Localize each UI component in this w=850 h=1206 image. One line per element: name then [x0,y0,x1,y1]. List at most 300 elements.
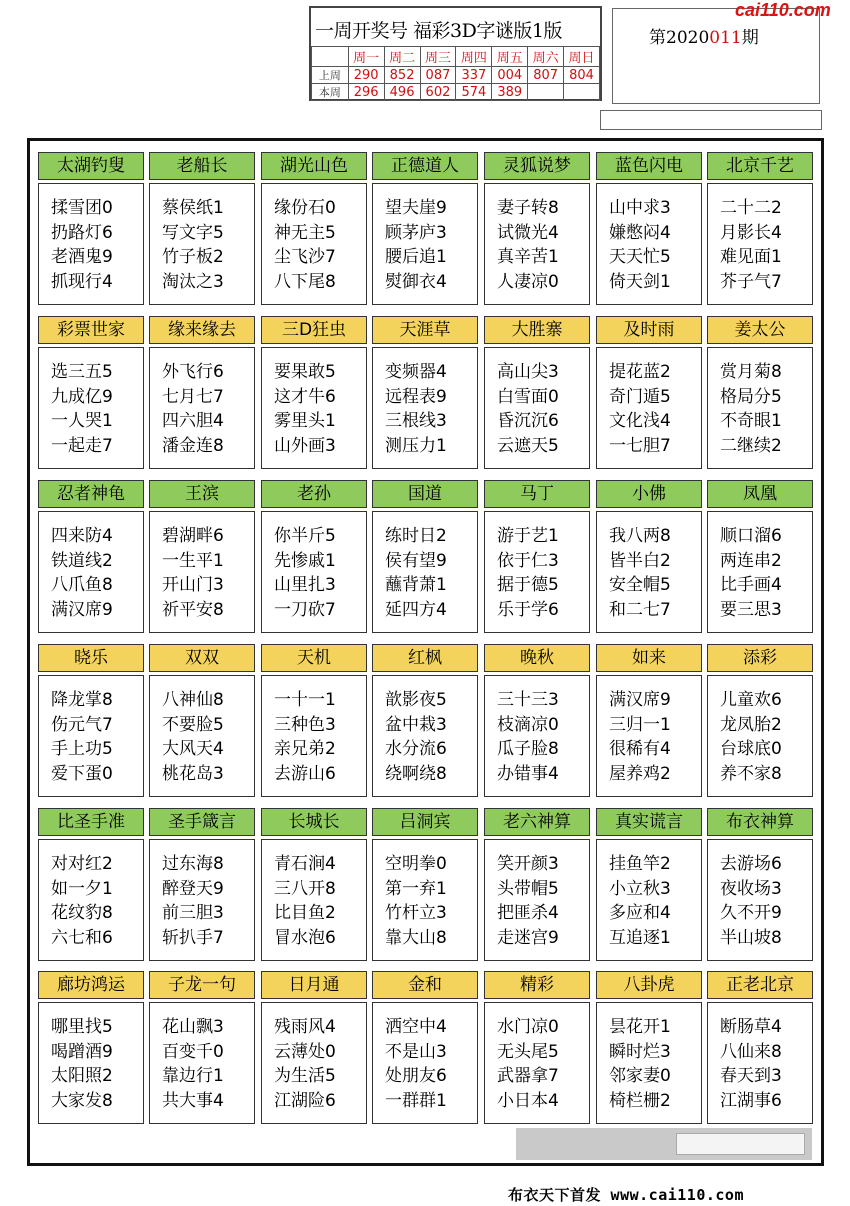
draw-results-table [311,46,600,101]
riddle-clue: 挂鱼竿2 [609,854,671,874]
riddle-clue: 提花蓝2 [609,362,671,382]
riddle-clue: 要果敢5 [274,362,336,382]
riddle-clue: 瓜子脸8 [497,739,559,759]
riddle-card [149,316,255,469]
weekday-label: 周四 [456,47,492,67]
riddle-clue: 两连串2 [720,550,782,571]
riddle-clue: 测压力1 [385,435,447,456]
riddle-clue: 大风天4 [162,739,224,759]
riddle-card-title: 红枫 [372,644,478,672]
riddle-clue: 枝滴凉0 [497,714,559,735]
riddle-card-title: 正德道人 [372,152,478,180]
draw-results-panel [309,6,602,101]
riddle-clue: 和二七7 [609,599,671,620]
riddle-card [372,971,478,1124]
weekday-header-row [312,47,600,67]
riddle-clue: 山里扎3 [274,575,336,595]
riddle-card [372,152,478,305]
riddle-card [149,808,255,961]
riddle-clue: 很稀有4 [609,739,671,759]
riddle-card-body [484,347,590,469]
riddle-clue: 降龙掌8 [51,690,113,710]
riddle-clue: 先惨戚1 [274,550,336,571]
riddle-card [707,152,813,305]
riddle-card-title: 小佛 [596,480,702,508]
riddle-card-body [372,183,478,305]
riddle-card-body [484,183,590,305]
riddle-clue: 太阳照2 [51,1066,113,1086]
riddle-clue: 喝蹭酒9 [51,1041,113,1062]
riddle-card [372,480,478,633]
draw-number: 290 [348,67,384,84]
riddle-clue: 一十一1 [274,690,336,710]
riddle-clue: 八下尾8 [274,271,336,292]
riddle-card-title: 双双 [149,644,255,672]
riddle-clue: 水分流6 [385,739,447,759]
riddle-clue: 竹子板2 [162,247,224,267]
riddle-card [596,152,702,305]
riddle-card-title: 及时雨 [596,316,702,344]
riddle-card-title: 圣手箴言 [149,808,255,836]
riddle-clue: 比目鱼2 [274,903,336,923]
riddle-card [372,316,478,469]
riddle-clue: 绕啊绕8 [385,763,447,784]
riddle-clue: 青石涧4 [274,854,336,874]
riddle-clue: 你半斤5 [274,526,336,546]
riddle-clue: 乐于学6 [497,599,559,620]
riddle-card-title: 如来 [596,644,702,672]
riddle-card [149,644,255,797]
riddle-clue: 过东海8 [162,854,224,874]
riddle-clue: 为生活5 [274,1066,336,1086]
riddle-clue: 一七胆7 [609,435,671,456]
riddle-clue: 儿童欢6 [720,690,782,710]
riddle-clue: 一刀砍7 [274,599,336,620]
riddle-card [484,644,590,797]
riddle-clue: 月影长4 [720,222,782,243]
riddle-clue: 比手画4 [720,575,782,595]
riddle-card-body [596,839,702,961]
row-label: 上周 [312,67,349,84]
riddle-card-title: 子龙一句 [149,971,255,999]
draw-number: 337 [456,67,492,84]
draw-number [564,84,600,101]
riddle-card [38,480,144,633]
riddle-clue: 蔡侯纸1 [162,198,224,218]
riddle-clue: 醉登天9 [162,878,224,899]
draw-number: 602 [420,84,456,101]
riddle-card-title: 正老北京 [707,971,813,999]
riddle-clue: 竹杆立3 [385,903,447,923]
riddle-clue: 满汉席9 [51,599,113,620]
riddle-card-body [261,839,367,961]
riddle-clue: 不要脸5 [162,714,224,735]
riddle-card-body [372,511,478,633]
riddle-clue: 江湖险6 [274,1090,336,1111]
riddle-clue: 老酒鬼9 [51,247,113,267]
riddle-clue: 练时日2 [385,526,447,546]
riddle-card-body [596,347,702,469]
draw-number: 804 [564,67,600,84]
riddle-card [149,971,255,1124]
riddle-card-title: 廊坊鸿运 [38,971,144,999]
riddle-card-title: 真实谎言 [596,808,702,836]
riddle-card [261,480,367,633]
riddle-card-body [149,511,255,633]
riddle-card-title: 布衣神算 [707,808,813,836]
riddle-clue: 如一夕1 [51,878,113,899]
riddle-clue: 小日本4 [497,1090,559,1111]
riddle-clue: 外飞行6 [162,362,224,382]
riddle-clue: 顺口溜6 [720,526,782,546]
issue-panel [612,8,820,104]
riddle-card [707,808,813,961]
riddle-clue: 屋养鸡2 [609,763,671,784]
riddle-clue: 我八两8 [609,526,671,546]
riddle-clue: 笑开颜3 [497,854,559,874]
riddle-card-title: 大胜寨 [484,316,590,344]
riddle-card [38,971,144,1124]
riddle-clue: 第一弃1 [385,878,447,899]
weekday-label: 周二 [384,47,420,67]
riddle-clue: 高山尖3 [497,362,559,382]
riddle-card-body [707,839,813,961]
riddle-clue: 三归一1 [609,714,671,735]
riddle-clue: 春天到3 [720,1066,782,1086]
riddle-clue: 碧湖畔6 [162,526,224,546]
riddle-card-body [38,675,144,797]
ad-placeholder-inner [676,1133,805,1155]
riddle-card-body [149,183,255,305]
riddle-clue: 侯有望9 [385,550,447,571]
riddle-clue: 瞬时烂3 [609,1041,671,1062]
riddle-clue: 台球底0 [720,739,782,759]
riddle-card-title: 天涯草 [372,316,478,344]
weekday-label: 周日 [564,47,600,67]
riddle-card-body [707,1002,813,1124]
draw-number: 852 [384,67,420,84]
riddle-clue: 武器拿7 [497,1066,559,1086]
riddle-clue: 花山飘3 [162,1017,224,1037]
riddle-clue: 斩扒手7 [162,927,224,948]
riddle-card-title: 日月通 [261,971,367,999]
riddle-card [707,971,813,1124]
page-title: 一周开奖号 福彩3D字谜版1版 [315,20,562,42]
riddle-card-title: 北京千艺 [707,152,813,180]
riddle-clue: 二继续2 [720,435,782,456]
riddle-clue: 这才牛6 [274,386,336,407]
riddle-clue: 空明拳0 [385,854,447,874]
riddle-clue: 养不家8 [720,763,782,784]
riddle-card-body [707,675,813,797]
site-logo[interactable]: cai110.com [735,0,831,20]
riddle-card [596,480,702,633]
riddle-card-title: 比圣手准 [38,808,144,836]
riddle-card [596,644,702,797]
weekday-label: 周一 [348,47,384,67]
riddle-clue: 哪里找5 [51,1017,113,1037]
riddle-clue: 奇门遁5 [609,386,671,407]
riddle-clue: 依于仁3 [497,550,559,571]
riddle-card-body [261,347,367,469]
riddle-clue: 皆半白2 [609,550,671,571]
riddle-clue: 办错事4 [497,763,559,784]
riddle-clue: 歆影夜5 [385,690,447,710]
riddle-clue: 写文字5 [162,222,224,243]
riddle-clue: 水门凉0 [497,1017,559,1037]
riddle-card [261,644,367,797]
draw-number: 004 [492,67,528,84]
riddle-card-title: 姜太公 [707,316,813,344]
riddle-card [372,644,478,797]
riddle-card [484,971,590,1124]
riddle-card-body [484,511,590,633]
riddle-card [261,316,367,469]
riddle-clue: 腰后追1 [385,247,447,267]
riddle-card-title: 国道 [372,480,478,508]
riddle-clue: 难见面1 [720,247,782,267]
riddle-clue: 靠大山8 [385,927,447,948]
riddle-card-body [261,1002,367,1124]
riddle-card [596,316,702,469]
riddle-card [707,480,813,633]
draw-number: 389 [492,84,528,101]
riddle-card-body [484,839,590,961]
weekday-label: 周五 [492,47,528,67]
riddle-clue: 选三五5 [51,362,113,382]
weekday-label: 周三 [420,47,456,67]
riddle-clue: 不奇眼1 [720,411,782,431]
riddle-clue: 神无主5 [274,222,336,243]
issue-number [649,23,759,48]
riddle-clue: 不是山3 [385,1041,447,1062]
riddle-clue: 天天忙5 [609,247,671,267]
riddle-clue: 处朋友6 [385,1066,447,1086]
riddle-clue: 半山坡8 [720,927,782,948]
riddle-clue: 残雨风4 [274,1017,336,1037]
footer-url[interactable]: www.cai110.com [601,1186,744,1204]
riddle-clue: 昏沉沉6 [497,411,559,431]
riddle-clue: 花纹豹8 [51,903,113,923]
riddle-card [261,971,367,1124]
riddle-clue: 夜收场3 [720,878,782,899]
riddle-card-title: 天机 [261,644,367,672]
riddle-card-title: 长城长 [261,808,367,836]
riddle-clue: 八爪鱼8 [51,575,113,595]
riddle-clue: 试微光4 [497,222,559,243]
riddle-card-title: 凤凰 [707,480,813,508]
riddle-clue: 三根线3 [385,411,447,431]
riddle-card [596,971,702,1124]
riddle-card-title: 吕洞宾 [372,808,478,836]
riddle-clue: 邻家妻0 [609,1066,671,1086]
riddle-card-body [38,347,144,469]
riddle-card [38,316,144,469]
riddle-card-title: 缘来缘去 [149,316,255,344]
riddle-card [596,808,702,961]
riddle-clue: 七月七7 [162,386,224,407]
riddle-clue: 缘份石0 [274,198,336,218]
riddle-clue: 倚天剑1 [609,271,671,292]
riddle-card-title: 太湖钓叟 [38,152,144,180]
riddle-card-body [261,183,367,305]
riddle-clue: 盆中栽3 [385,714,447,735]
riddle-clue: 一人哭1 [51,411,113,431]
riddle-card-body [484,1002,590,1124]
riddle-clue: 百变千0 [162,1041,224,1062]
riddle-card-body [596,675,702,797]
riddle-clue: 久不开9 [720,903,782,923]
riddle-clue: 一生平1 [162,550,224,571]
riddle-clue: 熨御衣4 [385,271,447,292]
riddle-clue: 三八开8 [274,878,336,899]
riddle-clue: 安全帽5 [609,575,671,595]
riddle-clue: 山中求3 [609,198,671,218]
riddle-clue: 云薄处0 [274,1041,336,1062]
footer [508,1184,744,1205]
riddle-clue: 九成亿9 [51,386,113,407]
row-label: 本周 [312,84,349,101]
riddle-clue: 望夫崖9 [385,198,447,218]
riddle-clue: 爱下蛋0 [51,763,113,784]
this-week-row [312,84,600,101]
riddle-card [149,152,255,305]
riddle-clue: 尘飞沙7 [274,247,336,267]
draw-number: 574 [456,84,492,101]
riddle-clue: 山外画3 [274,435,336,456]
riddle-clue: 开山门3 [162,575,224,595]
riddle-clue: 六七和6 [51,927,113,948]
riddle-card-title: 老孙 [261,480,367,508]
riddle-clue: 对对红2 [51,854,113,874]
issue-prefix: 第2020 [649,28,710,48]
riddle-card-title: 灵狐说梦 [484,152,590,180]
draw-number: 807 [528,67,564,84]
riddle-clue: 大家发8 [51,1090,113,1111]
riddle-card-body [261,511,367,633]
riddle-clue: 前三胆3 [162,903,224,923]
riddle-clue: 白雪面0 [497,386,559,407]
riddle-card [38,808,144,961]
issue-suffix: 期 [741,28,759,48]
riddle-clue: 满汉席9 [609,690,671,710]
riddle-clue: 无头尾5 [497,1041,559,1062]
riddle-clue: 龙凤胎2 [720,714,782,735]
riddle-clue: 八神仙8 [162,690,224,710]
riddle-card-body [38,839,144,961]
riddle-clue: 铁道线2 [51,550,113,571]
riddle-card-body [38,183,144,305]
riddle-clue: 雾里头1 [274,411,336,431]
header-divider-box [600,110,822,130]
riddle-clue: 江湖事6 [720,1090,782,1111]
riddle-clue: 游于艺1 [497,526,559,546]
riddle-clue: 桃花岛3 [162,763,224,784]
riddle-card-title: 彩票世家 [38,316,144,344]
riddle-clue: 断肠草4 [720,1017,782,1037]
riddle-clue: 远程表9 [385,386,447,407]
riddle-clue: 云遮天5 [497,435,559,456]
riddle-clue: 淘汰之3 [162,271,224,292]
riddle-card [261,808,367,961]
riddle-card-title: 老六神算 [484,808,590,836]
riddle-clue: 洒空中4 [385,1017,447,1037]
riddle-clue: 互追逐1 [609,927,671,948]
riddle-clue: 据于德5 [497,575,559,595]
riddle-card-body [149,1002,255,1124]
riddle-clue: 顾茅庐3 [385,222,447,243]
riddle-card-body [149,839,255,961]
riddle-card [484,480,590,633]
riddle-clue: 三种色3 [274,714,336,735]
riddle-card [38,644,144,797]
riddle-clue: 格局分5 [720,386,782,407]
riddle-card [261,152,367,305]
riddle-clue: 八仙来8 [720,1041,782,1062]
draw-number: 087 [420,67,456,84]
riddle-card-body [484,675,590,797]
riddle-clue: 二十二2 [720,198,782,218]
riddle-card-body [372,839,478,961]
draw-number [528,84,564,101]
riddle-card-body [372,347,478,469]
riddle-clue: 走迷宫9 [497,927,559,948]
riddle-card-body [596,1002,702,1124]
riddle-card-title: 蓝色闪电 [596,152,702,180]
riddle-card [484,152,590,305]
riddle-clue: 椅栏栅2 [609,1090,671,1111]
riddle-clue: 文化浅4 [609,411,671,431]
riddle-clue: 四来防4 [51,526,113,546]
riddle-clue: 昙花开1 [609,1017,671,1037]
riddle-clue: 手上功5 [51,739,113,759]
riddle-card [484,808,590,961]
riddle-card-title: 金和 [372,971,478,999]
riddle-clue: 人凄凉0 [497,271,559,292]
riddle-card-title: 马丁 [484,480,590,508]
riddle-clue: 靠边行1 [162,1066,224,1086]
riddle-clue: 小立秋3 [609,878,671,899]
riddle-card-title: 忍者神龟 [38,480,144,508]
riddle-clue: 去游山6 [274,763,336,784]
riddle-card-body [38,1002,144,1124]
riddle-card-title: 王滨 [149,480,255,508]
riddle-clue: 抓现行4 [51,271,113,292]
riddle-card [38,152,144,305]
riddle-card-body [372,1002,478,1124]
riddle-card-body [596,511,702,633]
riddle-card-body [149,675,255,797]
riddle-clue: 潘金连8 [162,435,224,456]
riddle-clue: 嫌憋闷4 [609,222,671,243]
riddle-card-title: 三D狂虫 [261,316,367,344]
riddle-clue: 把匪杀4 [497,903,559,923]
riddle-card-title: 湖光山色 [261,152,367,180]
riddle-clue: 真辛苦1 [497,247,559,267]
riddle-card [707,316,813,469]
riddle-card-body [372,675,478,797]
riddle-clue: 四六胆4 [162,411,224,431]
riddle-clue: 延四方4 [385,599,447,620]
draw-number: 296 [348,84,384,101]
riddle-clue: 芥子气7 [720,271,782,292]
riddle-card-body [149,347,255,469]
riddle-clue: 祈平安8 [162,599,224,620]
riddle-card [707,644,813,797]
riddle-clue: 伤元气7 [51,714,113,735]
riddle-clue: 三十三3 [497,690,559,710]
riddle-card-title: 添彩 [707,644,813,672]
